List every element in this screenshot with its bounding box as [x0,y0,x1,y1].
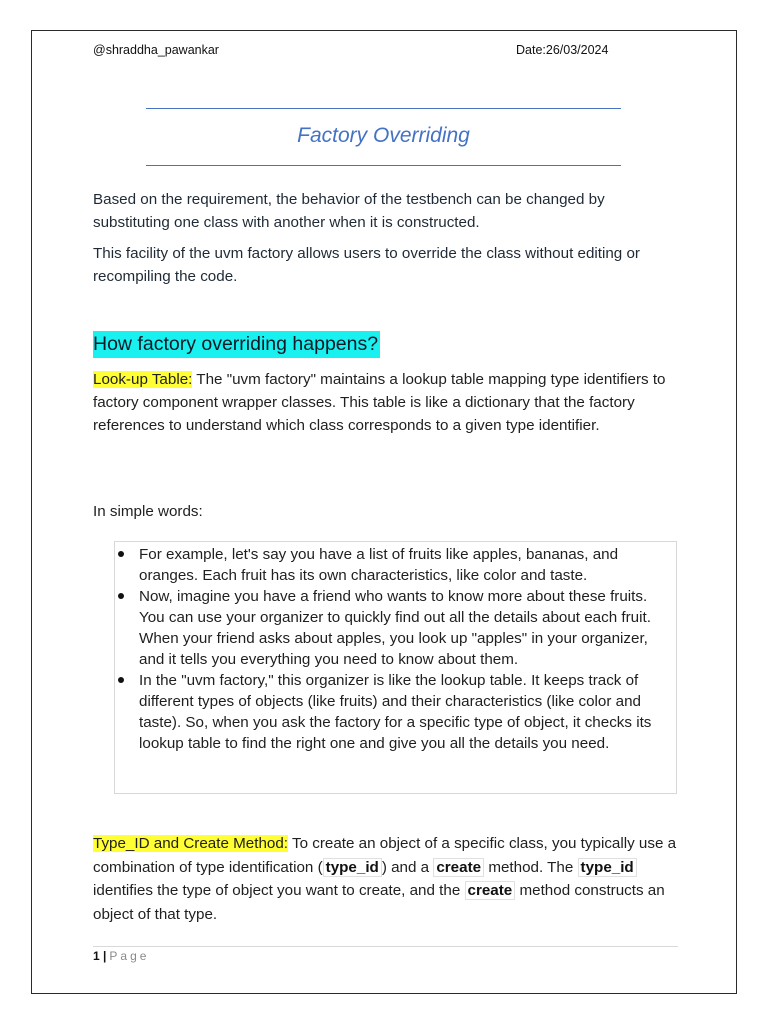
footer-rule [93,946,678,947]
lookup-text: The "uvm factory" maintains a lookup table mapping type identifiers to factory component wrapper classes. This table is like a dictionary that the factory references to understand which class corresponds to a given type identifier. [93,371,666,434]
intro-paragraph-1: Based on the requirement, the behavior of the testbench can be changed by substituting one class with another when it is constructed. [93,191,605,231]
header-date: Date:26/03/2024 [516,43,609,57]
page-label: Page [109,949,150,963]
list-item [115,544,653,586]
code-type-id: type_id [578,858,637,877]
page-number: 1 [93,949,100,963]
bullet-icon [118,593,124,599]
typeid-text-1: To create an object of a specific class, you typically use a combination of type identification ( [93,835,677,876]
title-rule-top [146,108,621,109]
section-heading: How factory overriding happens? [93,331,380,358]
list-item-text: In the "uvm factory," this organizer is like the lookup table. It keeps track of different types of objects (like fruits) and their characteristics (like color and taste). So, when you ask the factory for a specific type of object, it checks its lookup table to find the right one and give you all the details you need. [139,672,652,752]
header-author: @shraddha_pawankar [93,43,219,57]
simple-words-line: In simple words: [93,503,203,520]
title-rule-bottom [146,165,621,166]
bullet-icon [118,677,124,683]
typeid-text-5: method constructs an object of that type. [93,882,665,923]
list-item [115,586,653,670]
typeid-label: Type_ID and Create Method: [93,835,289,852]
page-separator: | [103,949,107,963]
typeid-text-3: method. The [484,858,578,876]
bullet-box [114,541,677,794]
lookup-paragraph [93,368,683,437]
code-type-id: type_id [323,858,382,877]
document-title: Factory Overriding [297,124,470,147]
intro-paragraph-2: This facility of the uvm factory allows users to override the class without editing or recompiling the code. [93,245,640,285]
list-item [115,670,653,754]
bullet-icon [118,551,124,557]
typeid-text-4: identifies the type of object you want to create, and the [93,882,465,899]
bullet-list [115,544,653,754]
code-create: create [465,881,516,900]
lookup-label: Look-up Table: [93,371,193,388]
typeid-paragraph [93,832,683,926]
page-footer [93,949,149,963]
typeid-text-2: ) and a [381,858,434,876]
list-item-text: For example, let's say you have a list of fruits like apples, bananas, and oranges. Each fruit has its own characteristics, like color and taste. [139,546,619,584]
code-create: create [433,858,484,877]
list-item-text: Now, imagine you have a friend who wants to know more about these fruits. You can use your organizer to quickly find out all the details about each fruit. When your friend asks about apples, you look up "apples" in your organizer, and it tells you everything you need to know about them. [139,588,651,668]
